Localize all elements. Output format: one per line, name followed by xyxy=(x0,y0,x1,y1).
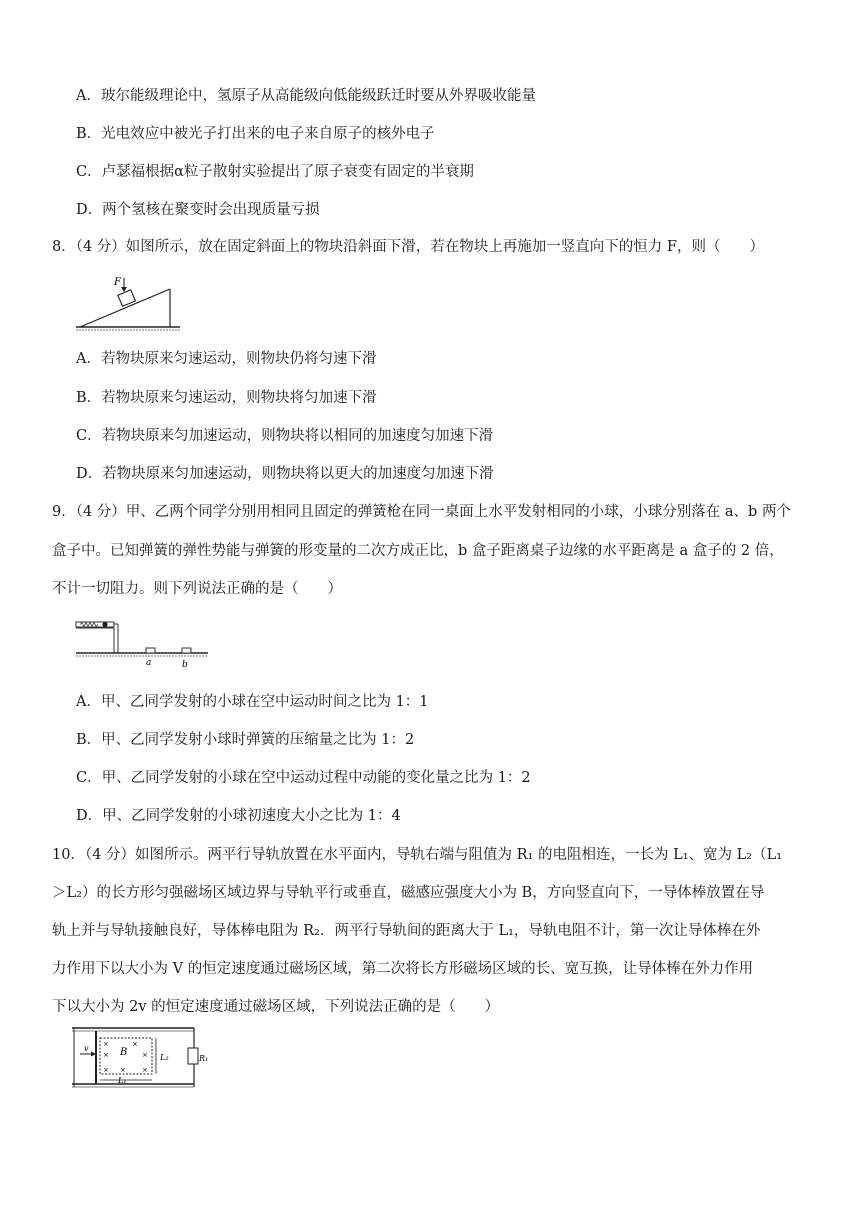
q9-spring-gun-figure xyxy=(74,616,214,670)
q7-option-a: A．玻尔能级理论中，氢原子从高能级向低能级跃迁时要从外界吸收能量 xyxy=(76,88,536,104)
q8-incline-figure xyxy=(74,272,184,334)
q10-label-r1: R₁ xyxy=(199,1054,209,1063)
svg-text:×: × xyxy=(103,1051,109,1059)
svg-text:×: × xyxy=(142,1066,148,1074)
q8-option-d: D．若物块原来匀加速运动，则物块将以更大的加速度匀加速下滑 xyxy=(76,466,494,482)
q9-stem-line-1: 9．（4 分）甲、乙两个同学分别用相同且固定的弹簧枪在同一桌面上水平发射相同的小球，小球分别落在 a、b 两个 xyxy=(52,504,791,520)
q10-label-v: v xyxy=(84,1044,89,1053)
q9-option-a: A．甲、乙同学发射的小球在空中运动时间之比为 1：1 xyxy=(76,694,429,710)
q8-option-c: C．若物块原来匀加速运动，则物块将以相同的加速度匀加速下滑 xyxy=(76,428,494,444)
q8-option-a: A．若物块原来匀速运动，则物块仍将匀速下滑 xyxy=(76,351,377,367)
svg-text:×: × xyxy=(103,1066,109,1074)
q9-label-b: b xyxy=(182,660,188,670)
q10-stem-line-5: 下以大小为 2v 的恒定速度通过磁场区域，下列说法正确的是（ ） xyxy=(52,999,500,1015)
q9-option-b: B．甲、乙同学发射小球时弹簧的压缩量之比为 1：2 xyxy=(76,732,415,748)
q8-option-b: B．若物块原来匀速运动，则物块将匀加速下滑 xyxy=(76,390,377,406)
q9-stem-line-3: 不计一切阻力。则下列说法正确的是（ ） xyxy=(52,581,342,597)
q10-rails-figure xyxy=(70,1024,220,1092)
q7-option-d: D．两个氢核在聚变时会出现质量亏损 xyxy=(76,202,320,218)
svg-text:×: × xyxy=(142,1051,148,1059)
q9-option-c: C．甲、乙同学发射的小球在空中运动过程中动能的变化量之比为 1：2 xyxy=(76,770,531,786)
q9-label-a: a xyxy=(146,658,152,668)
q8-stem: 8．（4 分）如图所示，放在固定斜面上的物块沿斜面下滑，若在物块上再施加一竖直向下的恒力 F，则（ ） xyxy=(52,239,764,255)
svg-text:×: × xyxy=(120,1066,126,1074)
q10-stem-line-2: ＞L₂）的长方形匀强磁场区域边界与导轨平行或垂直，磁感应强度大小为 B，方向竖直向下，一导体棒放置在导 xyxy=(52,885,765,901)
q10-label-b: B xyxy=(120,1047,128,1058)
q10-label-l1: L₁ xyxy=(118,1076,127,1085)
q10-stem-line-1: 10．（4 分）如图所示。两平行导轨放置在水平面内，导轨右端与阻值为 R₁ 的电阻相连，一长为 L₁、宽为 L₂（L₁ xyxy=(52,847,783,863)
svg-text:×: × xyxy=(103,1040,109,1048)
q7-option-c: C．卢瑟福根据α粒子散射实验提出了原子衰变有固定的半衰期 xyxy=(76,164,474,180)
q10-label-l2: L₂ xyxy=(160,1053,169,1062)
q10-stem-line-4: 力作用下以大小为 V 的恒定速度通过磁场区域，第二次将长方形磁场区域的长、宽互换，让导体棒在外力作用 xyxy=(52,961,754,977)
q8-force-label: F xyxy=(114,277,121,288)
svg-text:×: × xyxy=(132,1040,138,1048)
q9-stem-line-2: 盒子中。已知弹簧的弹性势能与弹簧的形变量的二次方成正比，b 盒子距离桌子边缘的水平距离是 a 盒子的 2 倍， xyxy=(52,543,784,559)
q9-option-d: D．甲、乙同学发射的小球初速度大小之比为 1：4 xyxy=(76,808,401,824)
q7-option-b: B．光电效应中被光子打出来的电子来自原子的核外电子 xyxy=(76,126,435,142)
q10-stem-line-3: 轨上并与导轨接触良好，导体棒电阻为 R₂．两平行导轨间的距离大于 L₁，导轨电阻不计，第一次让导体棒在外 xyxy=(52,923,761,939)
